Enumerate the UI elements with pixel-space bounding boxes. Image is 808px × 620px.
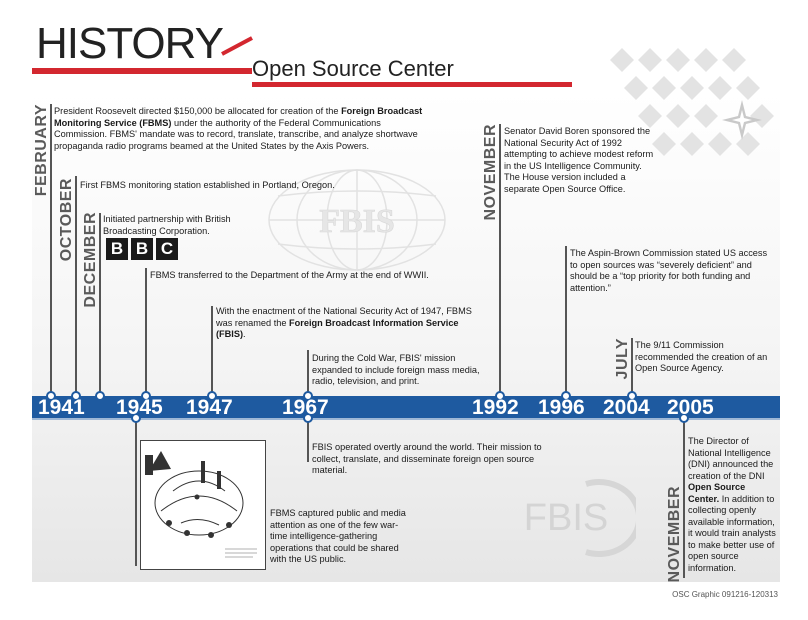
connector-1947 — [211, 306, 213, 400]
title-underline-slant — [221, 36, 253, 55]
year-label-2004: 2004 — [603, 396, 650, 419]
year-label-1941: 1941 — [38, 396, 85, 419]
year-label-1992: 1992 — [472, 396, 519, 419]
event-1996: The Aspin-Brown Commission stated US access to open sources was “severely deficient” and should be a “top priority for both funding and attention.” — [570, 248, 768, 293]
connector-1945 — [145, 268, 147, 400]
month-label-december: DECEMBER — [82, 212, 99, 308]
connector-1996 — [565, 246, 567, 400]
event-nov2005-text-a: The Director of National Intelligence (DNI) announced the creation of the DNI — [688, 436, 774, 481]
page-title: HISTORY — [36, 19, 223, 68]
year-label-1947: 1947 — [186, 396, 233, 419]
event-1967-below: FBIS operated overtly around the world. Their mission to collect, translate, and disseminate foreign open source material. — [312, 442, 542, 475]
year-label-1967: 1967 — [282, 396, 329, 419]
event-1947-bold: Foreign Broadcast Information Service (FBIS) — [216, 317, 459, 339]
event-nov2005 — [688, 436, 776, 574]
year-label-1945: 1945 — [116, 396, 163, 419]
bbc-logo — [106, 238, 178, 260]
month-label-october: OCTOBER — [58, 178, 75, 262]
globe-watermark-label: FBIS — [319, 203, 395, 240]
graphic-credit: OSC Graphic 091216-120313 — [672, 590, 778, 599]
subtitle-underline — [252, 82, 572, 87]
bbc-letter-1: B — [106, 238, 128, 260]
connector-1945-below — [135, 418, 137, 566]
event-nov2005-text-b: In addition to collecting openly available information, it would train analysts to make better use of open source information. — [688, 493, 776, 573]
title-underline — [32, 68, 252, 74]
connector-1967-below — [307, 418, 309, 462]
event-dec1941: Initiated partnership with British Broadcasting Corporation. — [103, 214, 231, 236]
event-feb1941-text-b: under the authority of the Federal Communications Commission. FBMS' mandate was to record, translate, transcribe, and analyze shortwave propaganda radio programs beamed at the United States by the Axis Powers. — [54, 117, 418, 151]
event-jul2004: The 9/11 Commission recommended the creation of an Open Source Agency. — [635, 340, 768, 373]
month-label-november-2005: NOVEMBER — [666, 486, 683, 583]
event-oct1941: First FBMS monitoring station established in Portland, Oregon. — [80, 180, 335, 190]
month-label-july: JULY — [614, 338, 631, 380]
event-nov2005-bold: Open Source Center. — [688, 482, 746, 504]
event-1947-text-a: With the enactment of the National Security Act of 1947, FBMS was renamed the — [216, 306, 472, 328]
page-subtitle: Open Source Center — [252, 56, 454, 81]
event-feb1941 — [54, 106, 432, 152]
month-label-february: FEBRUARY — [33, 104, 50, 197]
fbis-watermark-label: FBIS — [523, 497, 609, 539]
year-label-1996: 1996 — [538, 396, 585, 419]
event-1967: During the Cold War, FBIS' mission expanded to include foreign mass media, radio, television, and print. — [312, 353, 480, 386]
event-1947-text-b: . — [243, 329, 246, 339]
event-1945-below: FBMS captured public and media attention as one of the few war-time intelligence-gathering operations that could be shared with the US public. — [270, 508, 406, 564]
timeline-marker-dec1941 — [95, 391, 105, 401]
event-1945: FBMS transferred to the Department of the Army at the end of WWII. — [150, 270, 429, 280]
fbis-logo-watermark — [516, 478, 636, 558]
event-feb1941-text-a: President Roosevelt directed $150,000 be allocated for creation of the — [54, 106, 339, 116]
year-label-2005: 2005 — [667, 396, 714, 419]
month-label-november-1992: NOVEMBER — [482, 124, 499, 221]
event-feb1941-bold: Foreign Broadcast Monitoring Service (FBMS) — [54, 106, 423, 128]
event-1947 — [216, 306, 486, 341]
event-nov1992: Senator David Boren sponsored the National Security Act of 1992 attempting to achieve modest reform in the US Intelligence Community. The House version included a separate Open Source Office. — [504, 126, 654, 194]
bbc-letter-2: B — [131, 238, 153, 260]
editorial-cartoon-image — [140, 440, 266, 570]
bbc-letter-3: C — [156, 238, 178, 260]
